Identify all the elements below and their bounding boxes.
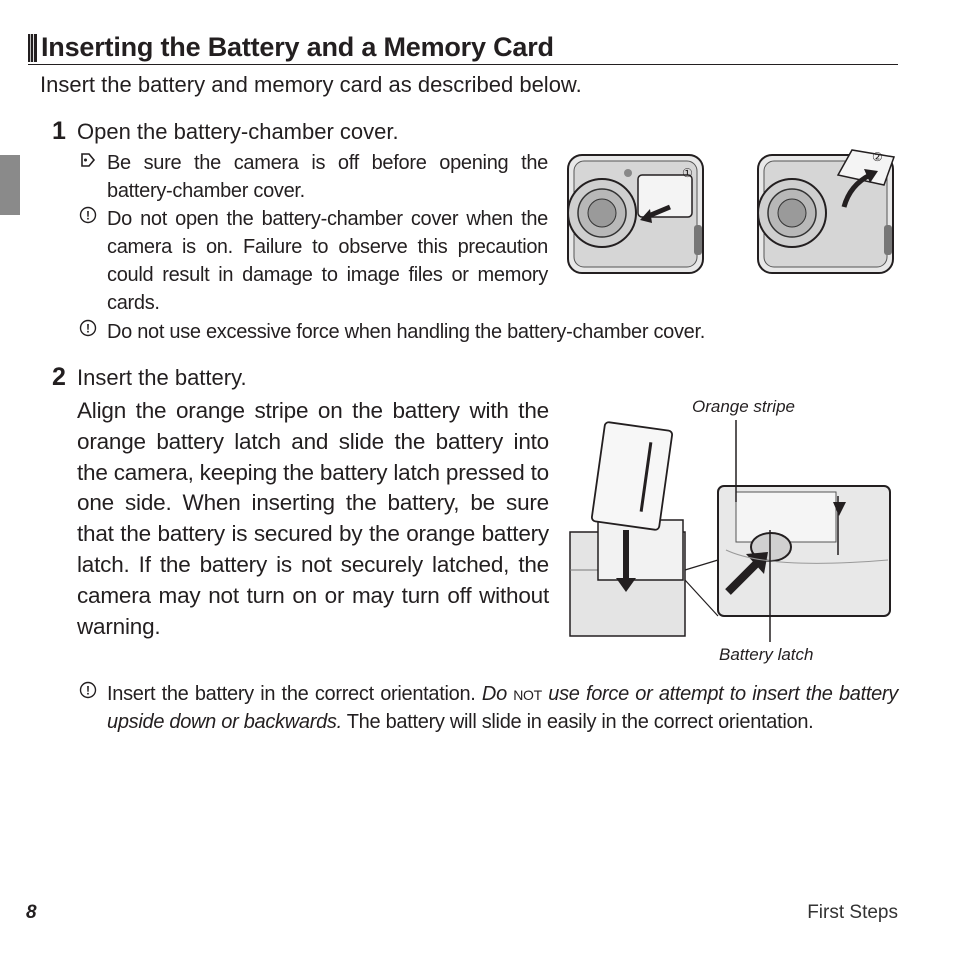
step-1-number: 1 [52,117,66,145]
figure-1-label: ① [682,166,693,180]
step-2-title: Insert the battery. [77,365,247,390]
svg-text:!: ! [86,683,90,698]
step-2-number: 2 [52,363,66,391]
title-marker [28,34,37,62]
figure-2-label: ② [872,150,883,164]
step-1-caution-1: Do not open the battery-chamber cover when the camera is on. Failure to observe this precaution could result in damage to image files or memory cards. [107,208,548,314]
page-title-bar [28,32,898,65]
chapter-tab [0,155,20,215]
page-title: Inserting the Battery and a Memory Card [41,32,554,62]
svg-text:!: ! [86,321,90,336]
caution-icon [78,318,98,346]
step-1-tip: Be sure the camera is off before opening the battery-chamber cover. [107,152,548,202]
step-2-body: Align the orange stripe on the battery with the orange battery latch and slide the battery into the camera, keeping the battery latch pressed to one side. When inserting the battery, be sure that the battery is secured by the orange battery latch. If the battery is not securely latched, the camera may not turn on or may turn off without warning. [77,398,549,639]
caution-icon [78,205,98,233]
intro-text: Insert the battery and memory card as described below. [40,72,582,97]
orange-stripe-caption: Orange stripe [692,397,795,416]
step-2-caution: Insert the battery in the correct orientation. Do not use force or attempt to insert the battery upside down or backwards. The battery will slide in easily in the correct orientation. [107,683,898,733]
camera-open-step-2-illustration [752,145,902,277]
camera-open-step-1-illustration [560,145,710,277]
battery-insertion-illustration [568,420,894,642]
section-name: First Steps [807,902,898,923]
svg-text:!: ! [86,208,90,223]
page-number: 8 [26,902,37,923]
tag-note-icon [78,149,98,177]
step-1-title: Open the battery-chamber cover. [77,119,399,144]
step-1-caution-2: Do not use excessive force when handling the battery-chamber cover. [107,321,706,343]
battery-latch-caption: Battery latch [719,645,814,664]
caution-icon [78,680,98,708]
